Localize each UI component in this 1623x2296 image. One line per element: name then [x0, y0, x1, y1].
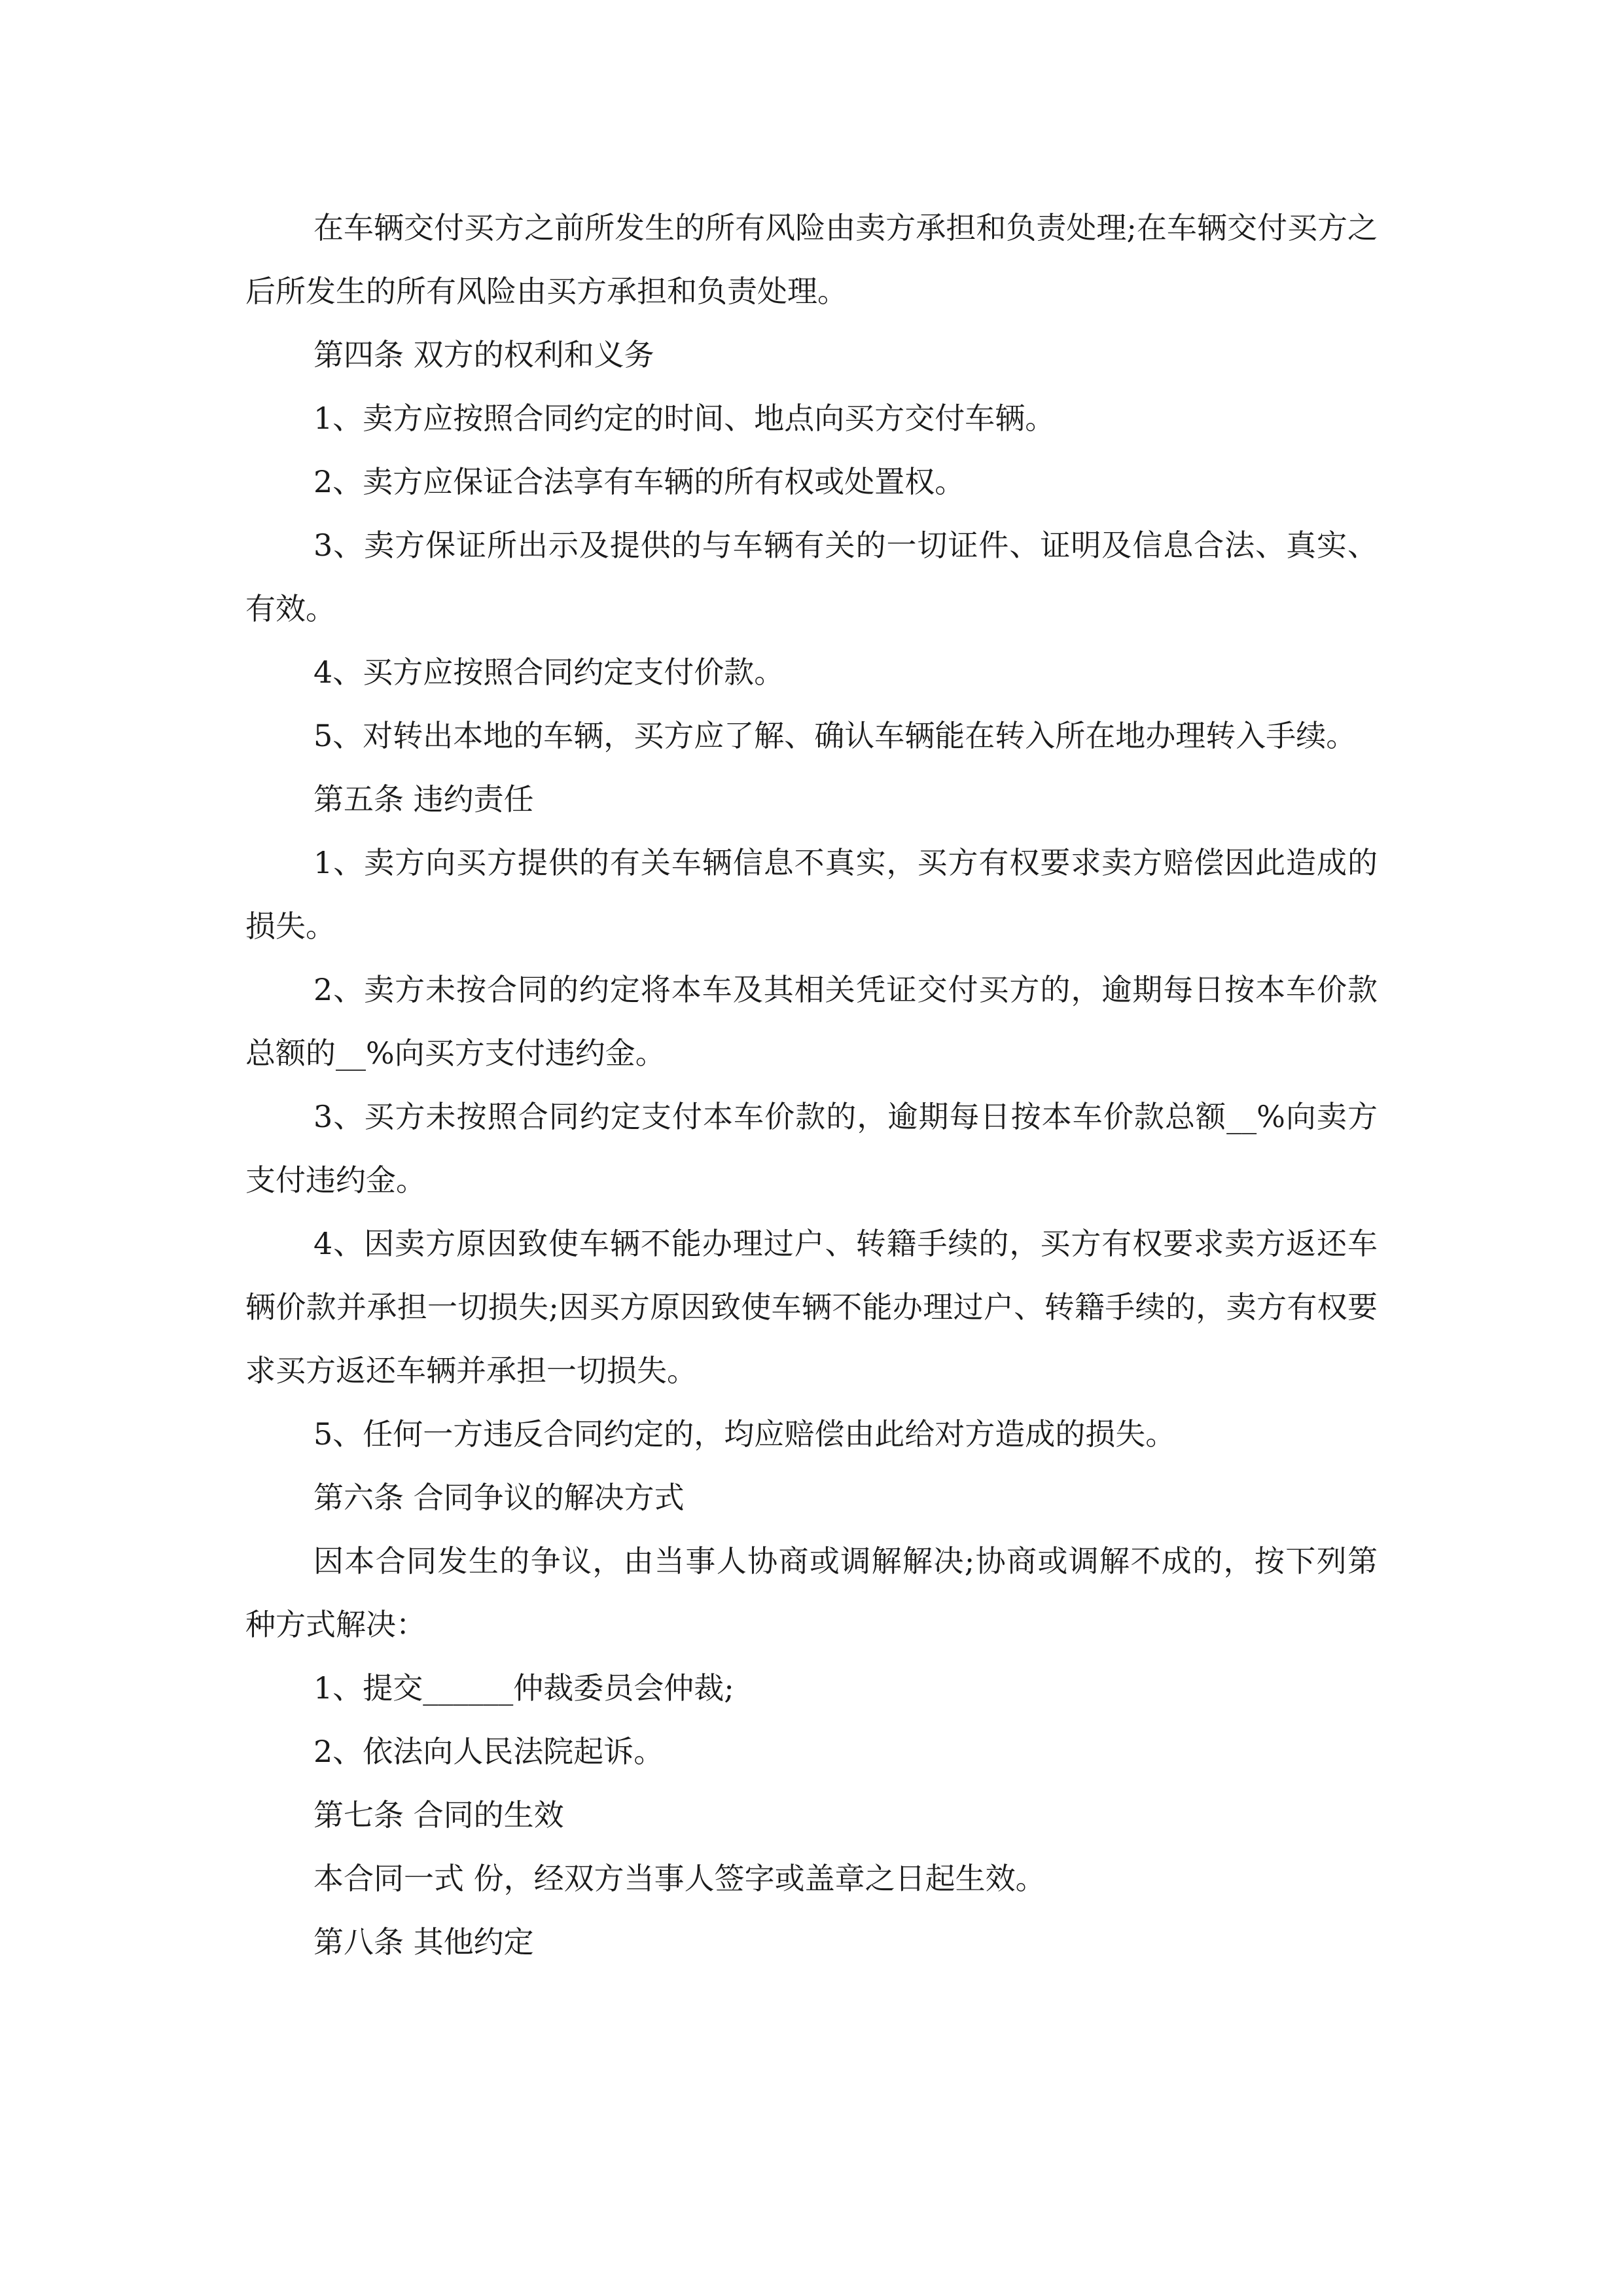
- article-7-heading: 第七条 合同的生效: [313, 1797, 564, 1833]
- article-5-item-1: 1、卖方向买方提供的有关车辆信息不真实，买方有权要求卖方赔偿因此造成的损失。: [245, 845, 1378, 944]
- article-5-item-2: 2、卖方未按合同的约定将本车及其相关凭证交付买方的，逾期每日按本车价款总额的__%向买方支付违约金。: [245, 972, 1378, 1071]
- article-4-item-2: 2、卖方应保证合法享有车辆的所有权或处置权。: [313, 464, 965, 499]
- article-8-heading: 第八条 其他约定: [313, 1924, 534, 1960]
- contract-body: [245, 196, 1378, 1974]
- article-4-item-4: 4、买方应按照合同约定支付价款。: [313, 655, 785, 690]
- article-5-heading: 第五条 违约责任: [313, 781, 534, 817]
- article-6-item-1: 1、提交______仲裁委员会仲裁;: [313, 1670, 734, 1706]
- article-5-item-3: 3、买方未按照合同约定支付本车价款的，逾期每日按本车价款总额__%向卖方支付违约金。: [245, 1099, 1378, 1198]
- article-6-heading: 第六条 合同争议的解决方式: [313, 1480, 685, 1515]
- paragraph-risk-transfer: 在车辆交付买方之前所发生的所有风险由卖方承担和负责处理;在车辆交付买方之后所发生的所有风险由买方承担和负责处理。: [245, 210, 1378, 309]
- article-5-item-5: 5、任何一方违反合同约定的，均应赔偿由此给对方造成的损失。: [313, 1416, 1176, 1452]
- article-7-body: 本合同一式 份，经双方当事人签字或盖章之日起生效。: [313, 1861, 1046, 1896]
- article-4-item-3: 3、卖方保证所出示及提供的与车辆有关的一切证件、证明及信息合法、真实、有效。: [245, 528, 1378, 626]
- article-5-item-4: 4、因卖方原因致使车辆不能办理过户、转籍手续的，买方有权要求卖方返还车辆价款并承担一切损失;因买方原因致使车辆不能办理过户、转籍手续的，卖方有权要求买方返还车辆并承担一切损失。: [245, 1226, 1378, 1388]
- article-6-intro: 因本合同发生的争议，由当事人协商或调解解决;协商或调解不成的，按下列第 种方式解决：: [245, 1543, 1378, 1642]
- article-6-item-2: 2、依法向人民法院起诉。: [313, 1734, 664, 1769]
- article-4-item-5: 5、对转出本地的车辆，买方应了解、确认车辆能在转入所在地办理转入手续。: [313, 718, 1357, 753]
- article-4-heading: 第四条 双方的权利和义务: [313, 337, 654, 372]
- article-4-item-1: 1、卖方应按照合同约定的时间、地点向买方交付车辆。: [313, 401, 1056, 436]
